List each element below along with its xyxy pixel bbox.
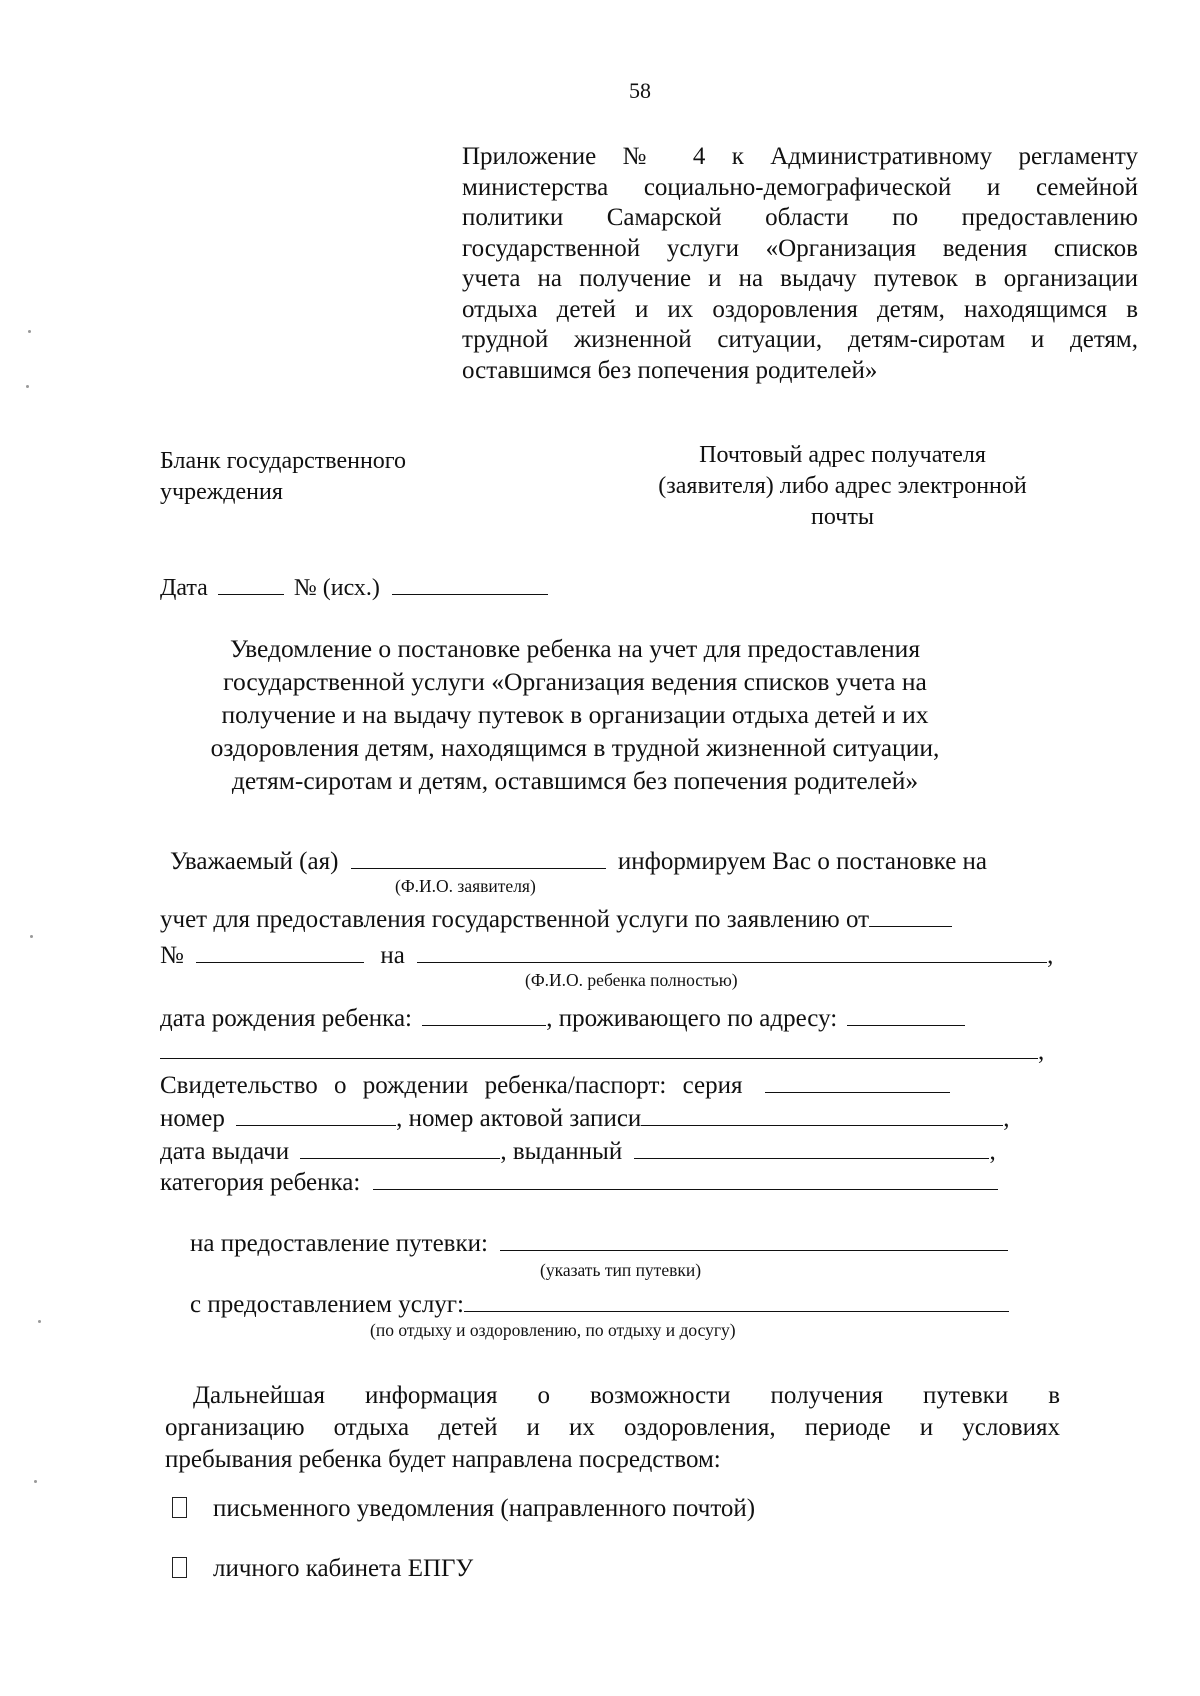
application-number-field[interactable]	[196, 940, 364, 963]
comma: ,	[1003, 1105, 1010, 1132]
outgoing-number-field[interactable]	[392, 572, 548, 595]
voucher-type-field[interactable]	[500, 1228, 1008, 1251]
number-label: №	[160, 942, 184, 969]
delivery-option-label: письменного уведомления (направленного почтой)	[213, 1495, 756, 1522]
services-label: с предоставлением услуг:	[190, 1291, 464, 1318]
scan-speck	[34, 1480, 37, 1483]
registration-text: учет для предоставления государственной услуги по заявлению от	[160, 906, 870, 933]
category-label: категория ребенка:	[160, 1169, 361, 1196]
page-number: 58	[629, 78, 651, 103]
comma: ,	[1047, 942, 1054, 969]
appendix-line: министерства социально-демографической и семейной	[462, 173, 1138, 201]
birth-date-field[interactable]	[422, 1003, 546, 1026]
address-field[interactable]	[847, 1003, 965, 1026]
act-record-field[interactable]	[641, 1103, 1003, 1126]
registration-line	[160, 904, 952, 934]
salutation-line	[170, 846, 987, 876]
appendix-header	[462, 142, 1138, 386]
appendix-line: государственной услуги «Организация ведения списков	[462, 234, 1138, 262]
date-number-line	[160, 572, 548, 602]
birth-date-label: дата рождения ребенка:	[160, 1005, 412, 1032]
voucher-caption: (указать тип путевки)	[540, 1260, 702, 1280]
issue-date-field[interactable]	[300, 1136, 500, 1159]
appendix-line: Приложение № 4 к Административному регламенту	[462, 143, 1138, 170]
issue-date-label: дата выдачи	[160, 1138, 290, 1165]
applicant-name-field[interactable]	[351, 846, 606, 869]
issued-by-field[interactable]	[634, 1136, 989, 1159]
notice-title-line: детям-сиротам и детям, оставшимся без попечения родителей»	[231, 766, 919, 795]
scan-speck	[28, 330, 31, 333]
checkbox-icon[interactable]	[172, 1497, 187, 1518]
birth-date-line	[160, 1003, 965, 1033]
appendix-line: учета на получение и на выдачу путевок в организации	[462, 265, 1138, 292]
address-line: Почтовый адрес получателя	[699, 442, 986, 468]
services-caption: (по отдыху и оздоровлению, по отдыху и досугу)	[370, 1320, 736, 1340]
scan-speck	[38, 1320, 41, 1323]
date-field[interactable]	[218, 572, 284, 595]
paragraph-line: организацию отдыха детей и их оздоровления, периоде и условиях	[165, 1414, 1060, 1441]
appendix-line: политики Самарской области по предоставлению	[462, 204, 1138, 231]
address-line: почты	[811, 504, 874, 530]
delivery-option-epgu[interactable]	[172, 1555, 473, 1583]
series-number-label: номер	[160, 1105, 225, 1132]
notice-title-line: Уведомление о постановке ребенка на учет для предоставления	[229, 634, 921, 663]
recipient-address-block	[605, 440, 1080, 533]
on-label: на	[380, 942, 405, 969]
child-name-field[interactable]	[417, 940, 1047, 963]
category-field[interactable]	[373, 1167, 998, 1190]
applicant-caption: (Ф.И.О. заявителя)	[395, 876, 536, 896]
address-line: (заявителя) либо адрес электронной	[658, 473, 1027, 499]
appendix-line: отдыха детей и их оздоровления детям, находящимся в	[462, 295, 1138, 323]
certificate-series-field[interactable]	[765, 1070, 950, 1093]
notice-title	[150, 632, 1000, 797]
checkbox-icon[interactable]	[172, 1557, 187, 1578]
informing-text: информируем Вас о постановке на	[617, 848, 988, 875]
notice-title-line: государственной услуги «Организация ведения списков учета на	[223, 667, 927, 696]
letterhead-line: Бланк государственного	[160, 448, 407, 474]
notice-title-line: получение и на выдачу путевок в организации отдыха детей и их	[221, 700, 929, 729]
appendix-line: трудной жизненной ситуации, детям-сиротам и детям,	[462, 326, 1138, 353]
certificate-line	[160, 1070, 950, 1100]
residing-label: , проживающего по адресу:	[546, 1005, 838, 1032]
appendix-line: оставшимся без попечения родителей»	[462, 356, 878, 384]
child-name-caption: (Ф.И.О. ребенка полностью)	[525, 970, 738, 990]
scan-speck	[26, 385, 29, 388]
voucher-line	[190, 1228, 1008, 1258]
delivery-option-mail[interactable]	[172, 1495, 755, 1523]
issue-line	[160, 1136, 996, 1166]
delivery-option-label: личного кабинета ЕПГУ	[213, 1555, 474, 1582]
voucher-label: на предоставление путевки:	[190, 1230, 488, 1257]
application-number-line	[160, 940, 1053, 970]
letterhead-line: учреждения	[160, 479, 283, 505]
certificate-label: Свидетельство о рождении ребенка/паспорт: серия	[160, 1072, 743, 1099]
paragraph-line: пребывания ребенка будет направлена посредством:	[165, 1446, 721, 1473]
issued-by-label: , выданный	[500, 1138, 623, 1165]
application-date-field[interactable]	[869, 904, 952, 927]
comma: ,	[989, 1138, 996, 1165]
services-field[interactable]	[464, 1289, 1009, 1312]
further-info-paragraph	[165, 1380, 1060, 1476]
act-record-label: , номер актовой записи	[396, 1105, 642, 1132]
scan-speck	[30, 935, 33, 938]
certificate-number-field[interactable]	[236, 1103, 396, 1126]
category-line	[160, 1167, 998, 1197]
address-continuation-field[interactable]	[160, 1036, 1038, 1059]
notice-title-line: оздоровления детям, находящимся в трудной жизненной ситуации,	[210, 733, 940, 762]
address-continuation-line	[160, 1036, 1044, 1066]
dear-label: Уважаемый (ая)	[170, 848, 339, 875]
comma: ,	[1038, 1038, 1045, 1065]
paragraph-line: Дальнейшая информация о возможности получения путевки в	[193, 1382, 1060, 1409]
date-label: Дата	[160, 575, 208, 601]
institution-letterhead	[160, 446, 406, 508]
services-line	[190, 1289, 1009, 1319]
outgoing-number-label: № (исх.)	[293, 575, 380, 601]
certificate-number-line	[160, 1103, 1010, 1133]
